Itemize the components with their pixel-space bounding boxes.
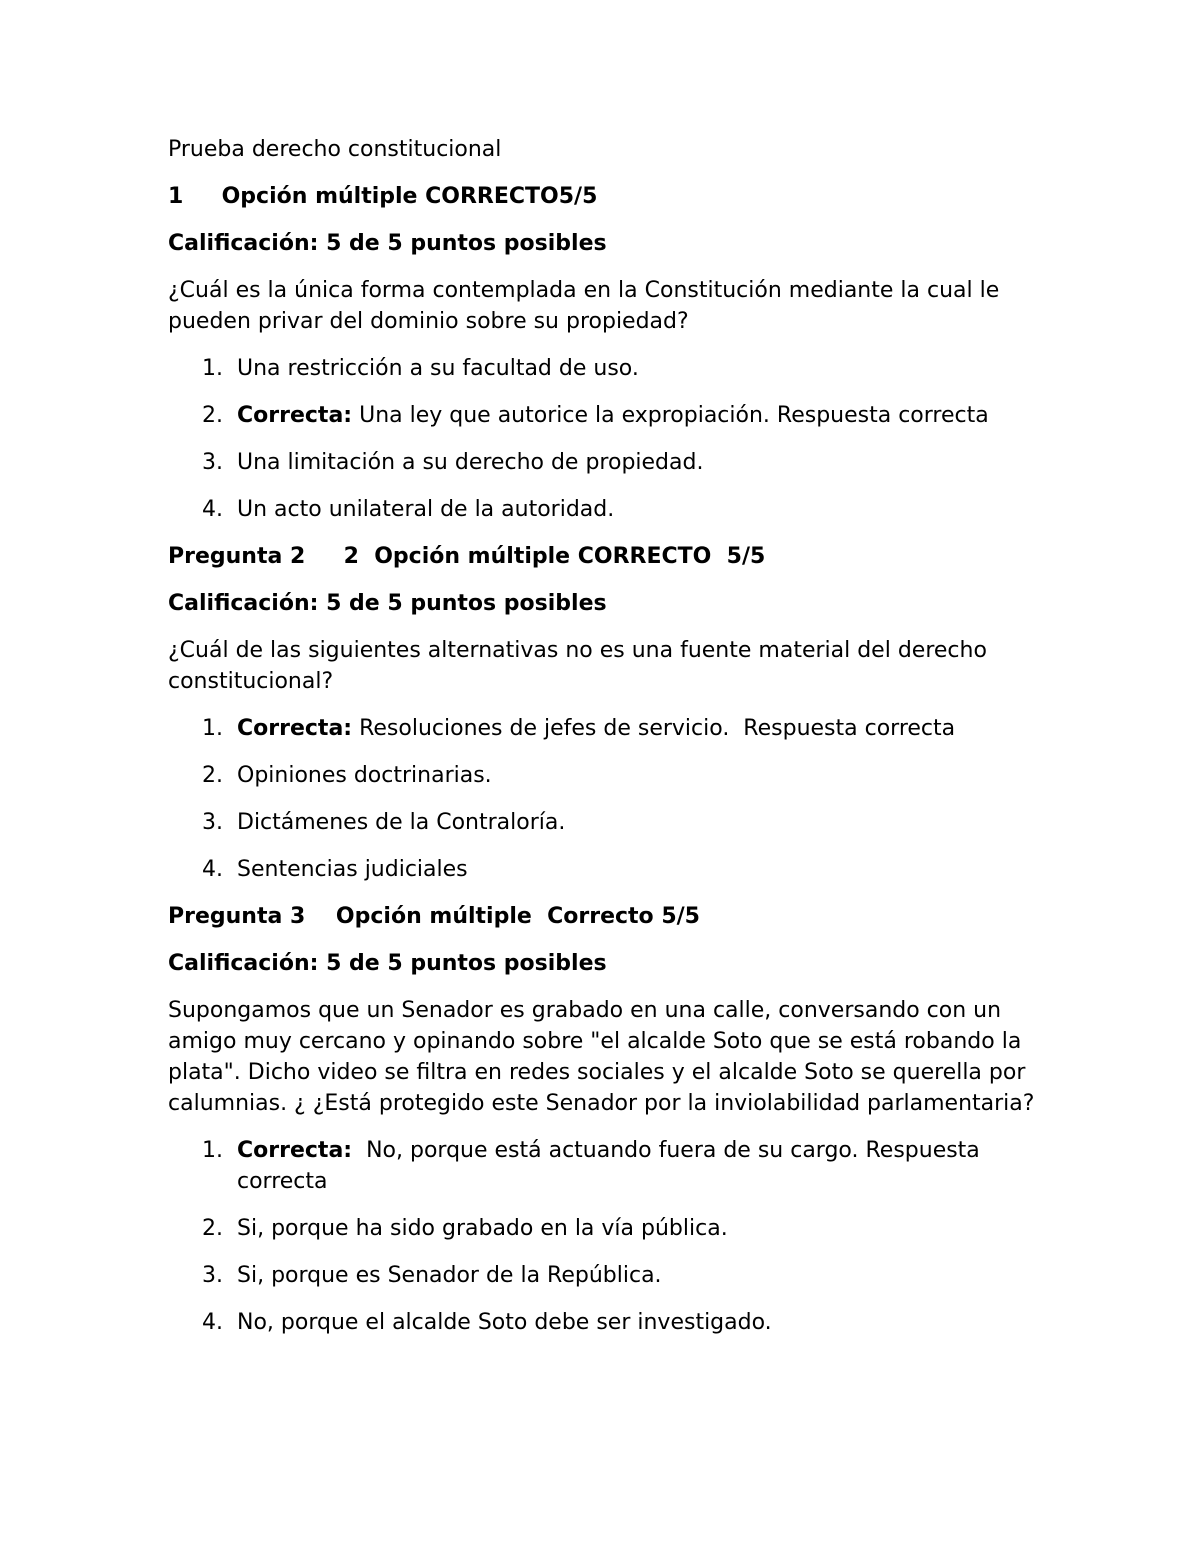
option-text: Dictámenes de la Contraloría.: [237, 810, 566, 835]
answer-option: [168, 353, 1048, 384]
option-label: Correcta:: [237, 403, 353, 428]
answer-option: [168, 447, 1048, 478]
option-text: Si, porque es Senador de la República.: [237, 1263, 662, 1288]
document-page: [168, 134, 1048, 1354]
section-heading: Pregunta 2 2 Opción múltiple CORRECTO 5/5: [168, 544, 766, 569]
option-number: 1.: [202, 1138, 223, 1163]
grade-line: Calificación: 5 de 5 puntos posibles: [168, 951, 607, 976]
grade-line: Calificación: 5 de 5 puntos posibles: [168, 231, 607, 256]
option-number: 2.: [202, 763, 223, 788]
option-number: 1.: [202, 716, 223, 741]
answer-option: [168, 494, 1048, 525]
option-number: 1.: [202, 356, 223, 381]
question-text: ¿Cuál es la única forma contemplada en la Constitución mediante la cual le pueden privar del dominio sobre su propiedad?: [168, 278, 1000, 334]
grade-line: Calificación: 5 de 5 puntos posibles: [168, 591, 607, 616]
document-title: Prueba derecho constitucional: [168, 137, 502, 162]
option-number: 3.: [202, 1263, 223, 1288]
answer-option: [168, 1307, 1048, 1338]
section-heading: 1 Opción múltiple CORRECTO5/5: [168, 184, 598, 209]
option-text: No, porque el alcalde Soto debe ser investigado.: [237, 1310, 772, 1335]
option-number: 3.: [202, 450, 223, 475]
option-number: 4.: [202, 1310, 223, 1335]
question-section: [168, 541, 1048, 885]
option-number: 2.: [202, 1216, 223, 1241]
option-text: No, porque está actuando fuera de su cargo. Respuesta correcta: [237, 1138, 987, 1194]
question-text: Supongamos que un Senador es grabado en una calle, conversando con un amigo muy cercano y opinando sobre "el alcalde Soto que se está robando la plata". Dicho video se filtra en redes sociales y el alcalde Soto se querella por calumnias. ¿ ¿Está protegido este Senador por la inviolabilidad parlamentaria?: [168, 998, 1035, 1116]
answer-option: [168, 760, 1048, 791]
answer-options: [168, 713, 1048, 885]
section-heading: Pregunta 3 Opción múltiple Correcto 5/5: [168, 904, 700, 929]
answer-options: [168, 1135, 1048, 1338]
option-label: Correcta:: [237, 1138, 353, 1163]
option-label: Correcta:: [237, 716, 353, 741]
option-number: 2.: [202, 403, 223, 428]
option-text: Una restricción a su facultad de uso.: [237, 356, 639, 381]
option-number: 4.: [202, 497, 223, 522]
option-text: Sentencias judiciales: [237, 857, 468, 882]
answer-option: [168, 807, 1048, 838]
option-text: Un acto unilateral de la autoridad.: [237, 497, 615, 522]
option-text: Una limitación a su derecho de propiedad.: [237, 450, 704, 475]
answer-option: [168, 400, 1048, 431]
answer-option: [168, 1260, 1048, 1291]
option-text: Una ley que autorice la expropiación. Respuesta correcta: [352, 403, 989, 428]
answer-option: [168, 1135, 1048, 1197]
question-section: [168, 901, 1048, 1338]
answer-option: [168, 854, 1048, 885]
option-number: 4.: [202, 857, 223, 882]
option-text: Si, porque ha sido grabado en la vía pública.: [237, 1216, 728, 1241]
answer-option: [168, 713, 1048, 744]
question-text: ¿Cuál de las siguientes alternativas no es una fuente material del derecho constitucional?: [168, 638, 987, 694]
question-section: [168, 181, 1048, 525]
option-number: 3.: [202, 810, 223, 835]
option-text: Resoluciones de jefes de servicio. Respuesta correcta: [352, 716, 956, 741]
answer-options: [168, 353, 1048, 525]
answer-option: [168, 1213, 1048, 1244]
option-text: Opiniones doctrinarias.: [237, 763, 492, 788]
